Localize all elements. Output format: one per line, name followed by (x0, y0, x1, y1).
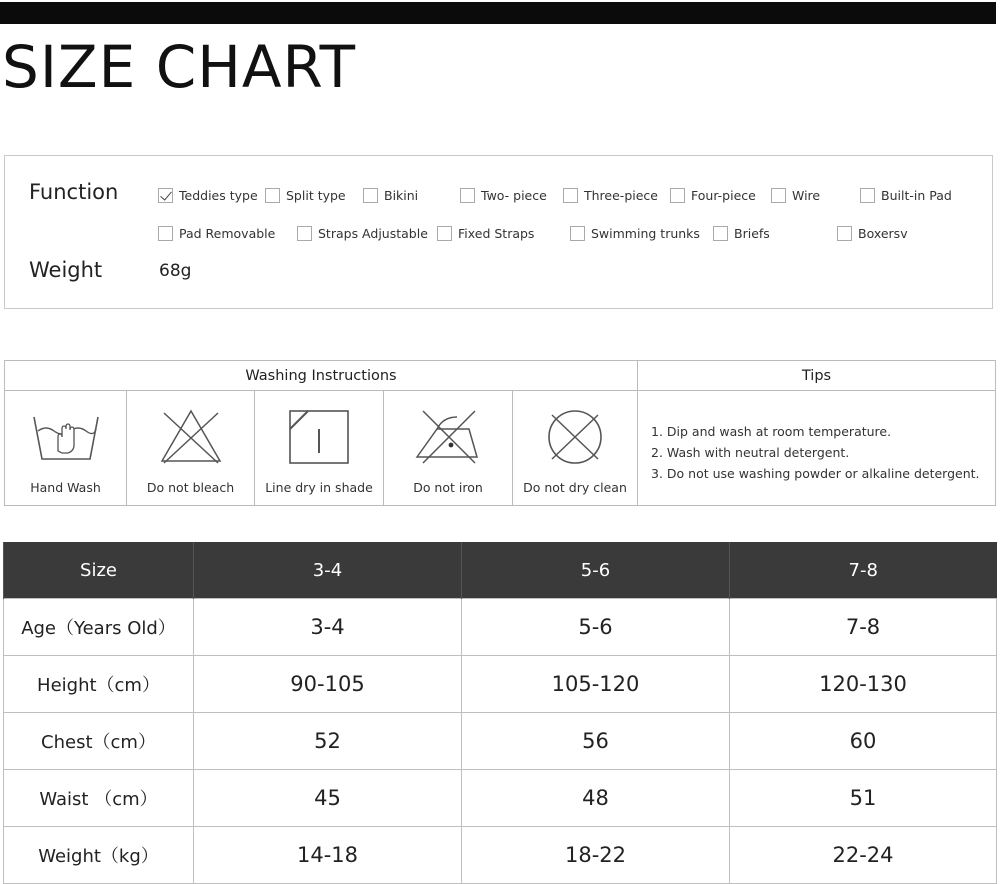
no-bleach-icon (158, 407, 224, 467)
option-teddies-type: Teddies type (158, 188, 258, 203)
checkbox-icon (860, 188, 875, 203)
table-cell: 105-120 (462, 656, 730, 713)
size-header-row (4, 542, 997, 599)
table-cell: 45 (194, 770, 462, 827)
no-iron-icon (413, 407, 483, 467)
checkbox-icon (265, 188, 280, 203)
option-straps-adjustable: Straps Adjustable (297, 226, 428, 241)
checkbox-icon (437, 226, 452, 241)
wash-label: Do not bleach (146, 480, 235, 495)
size-header-cell: 7-8 (730, 542, 997, 599)
option-boxersv: Boxersv (837, 226, 908, 241)
wash-label: Line dry in shade (265, 480, 373, 495)
table-cell: 48 (462, 770, 730, 827)
weight-value: 68g (159, 261, 192, 281)
top-bar (0, 2, 996, 24)
option-built-in-pad: Built-in Pad (860, 188, 952, 203)
option-three-piece: Three-piece (563, 188, 658, 203)
table-cell: 3-4 (194, 599, 462, 656)
checkbox-icon (563, 188, 578, 203)
wash-cell-no-dry-clean (513, 391, 638, 505)
option-fixed-straps: Fixed Straps (437, 226, 534, 241)
function-panel (4, 155, 993, 309)
wash-cell-hand-wash (5, 391, 127, 505)
option-four-piece: Four-piece (670, 188, 756, 203)
table-cell: 51 (730, 770, 997, 827)
table-cell: 22-24 (730, 827, 997, 884)
table-cell: 5-6 (462, 599, 730, 656)
checkbox-icon (297, 226, 312, 241)
row-label: Height（cm） (4, 656, 194, 713)
size-header-cell: 5-6 (462, 542, 730, 599)
wash-label: Do not iron (413, 480, 483, 495)
wash-label: Hand Wash (30, 480, 101, 495)
checkbox-icon (771, 188, 786, 203)
option-briefs: Briefs (713, 226, 770, 241)
size-table (3, 542, 997, 884)
table-cell: 7-8 (730, 599, 997, 656)
table-row (4, 770, 997, 827)
wash-cell-no-iron (384, 391, 513, 505)
checkbox-icon (713, 226, 728, 241)
line-dry-shade-icon (286, 407, 352, 467)
table-cell: 52 (194, 713, 462, 770)
table-row (4, 713, 997, 770)
checkbox-icon (837, 226, 852, 241)
checkbox-icon (460, 188, 475, 203)
checkbox-icon (158, 226, 173, 241)
washing-instructions-table (4, 360, 996, 506)
table-cell: 60 (730, 713, 997, 770)
table-row (4, 656, 997, 713)
wash-cell-line-dry (255, 391, 384, 505)
function-label: Function (29, 180, 119, 204)
no-dry-clean-icon (542, 407, 608, 467)
row-label: Age（Years Old） (4, 599, 194, 656)
checkbox-icon (570, 226, 585, 241)
tips-list (651, 421, 980, 484)
checkbox-icon (363, 188, 378, 203)
option-swimming-trunks: Swimming trunks (570, 226, 700, 241)
table-cell: 14-18 (194, 827, 462, 884)
size-header-cell: Size (4, 542, 194, 599)
table-cell: 120-130 (730, 656, 997, 713)
table-row (4, 599, 997, 656)
tip-item: 3. Do not use washing powder or alkaline detergent. (651, 466, 980, 481)
option-two-piece: Two- piece (460, 188, 547, 203)
wash-label: Do not dry clean (523, 480, 627, 495)
table-cell: 56 (462, 713, 730, 770)
table-cell: 18-22 (462, 827, 730, 884)
tip-item: 1. Dip and wash at room temperature. (651, 424, 892, 439)
checkbox-icon (670, 188, 685, 203)
option-split-type: Split type (265, 188, 346, 203)
weight-label: Weight (29, 258, 103, 282)
washing-instructions-header: Washing Instructions (5, 361, 638, 391)
wash-cell-no-bleach (127, 391, 255, 505)
hand-wash-icon (28, 407, 104, 467)
table-cell: 90-105 (194, 656, 462, 713)
tips-header: Tips (638, 361, 995, 391)
row-label: Waist （cm） (4, 770, 194, 827)
page-title: SIZE CHART (2, 33, 357, 101)
row-label: Chest（cm） (4, 713, 194, 770)
option-pad-removable: Pad Removable (158, 226, 275, 241)
table-row (4, 827, 997, 884)
size-header-cell: 3-4 (194, 542, 462, 599)
option-bikini: Bikini (363, 188, 418, 203)
option-wire: Wire (771, 188, 820, 203)
checkbox-checked-icon (158, 188, 173, 203)
row-label: Weight（kg） (4, 827, 194, 884)
tip-item: 2. Wash with neutral detergent. (651, 445, 850, 460)
